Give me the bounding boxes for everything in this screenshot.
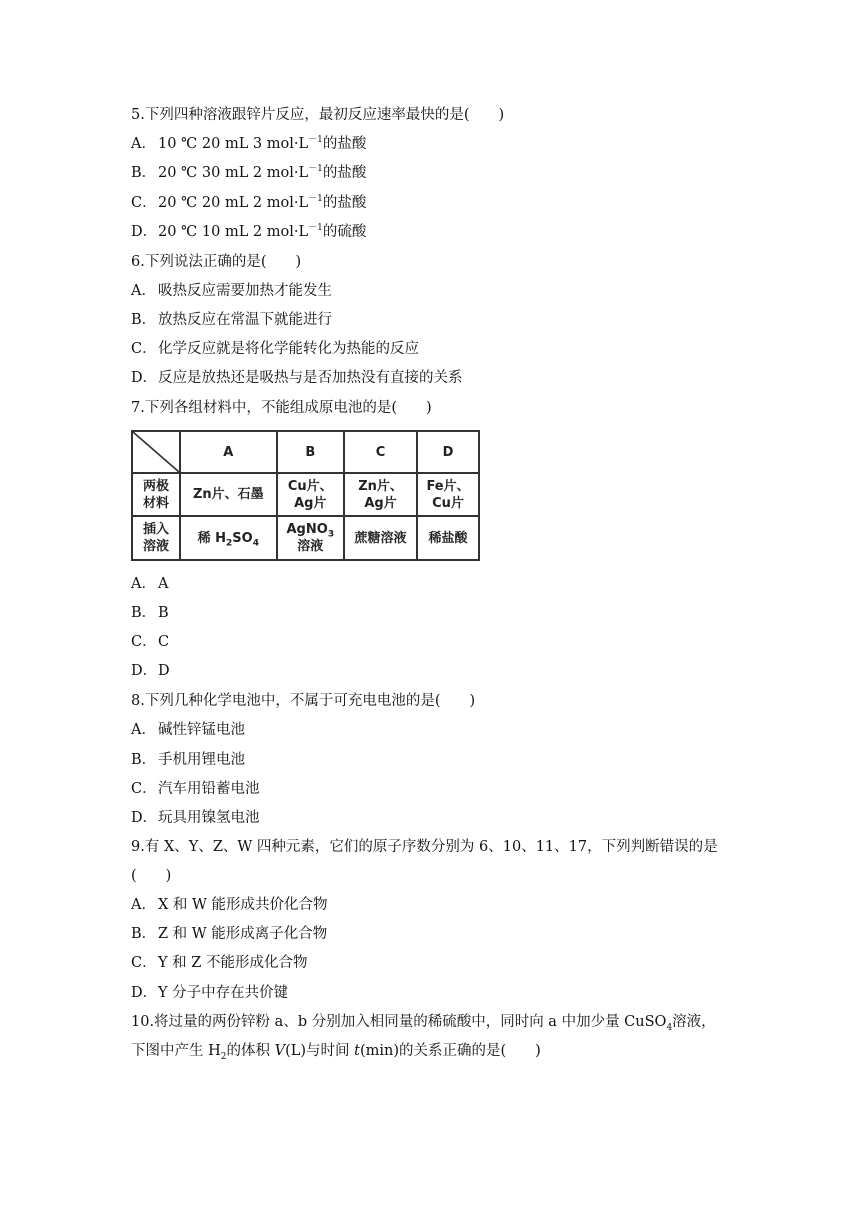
header-d: D xyxy=(417,431,479,473)
cell-solution-a: 稀 $H_2SO_4$ xyxy=(180,516,277,560)
question-7-option-a: A． A xyxy=(131,576,169,592)
question-9-option-d: D．Y 分子中存在共价键 xyxy=(131,985,289,1001)
question-8-stem: 8.下列几种化学电池中，不属于可充电电池的是( ) xyxy=(131,693,476,709)
cell-solution-d: 稀盐酸 xyxy=(417,516,479,560)
header-b: B xyxy=(277,431,344,473)
cell-electrodes-c: Zn片、 Ag片 xyxy=(344,473,417,516)
question-6-option-c: C．化学反应就是将化学能转化为热能的反应 xyxy=(131,341,419,357)
corner-cell xyxy=(132,431,180,473)
header-a: A xyxy=(180,431,277,473)
question-10-stem-line1: 10.将过量的两份锌粉 a、b 分别加入相同量的稀硫酸中，同时向 a 中加少量 CuSO$_4$溶液， xyxy=(131,1014,716,1033)
question-9-option-c: C．Y 和 Z 不能形成化合物 xyxy=(131,955,308,971)
table-header-row xyxy=(132,431,479,473)
cell-solution-c: 蔗糖溶液 xyxy=(344,516,417,560)
question-6-stem: 6.下列说法正确的是( ) xyxy=(131,254,302,270)
materials-table xyxy=(131,430,480,561)
question-7-option-d: D．D xyxy=(131,663,170,679)
question-9-stem-line1: 9.有 X、Y、Z、W 四种元素，它们的原子序数分别为 6、10、11、17，下列判断错误的是 xyxy=(131,839,718,855)
question-7-option-b: B． B xyxy=(131,605,169,621)
question-7-stem: 7.下列各组材料中，不能组成原电池的是( ) xyxy=(131,400,432,416)
question-5-option-a: A． 10 ℃ 20 mL 3 $mol\cdot L^{-1}$的盐酸 xyxy=(131,135,367,152)
question-8-option-a: A． 碱性锌锰电池 xyxy=(131,722,245,738)
cell-solution-b: AgNO$_3$ 溶液 xyxy=(277,516,344,560)
diagonal-line xyxy=(133,432,179,472)
header-c: C xyxy=(344,431,417,473)
question-9-option-a: A． X 和 W 能形成共价化合物 xyxy=(131,897,328,913)
question-6-option-a: A． 吸热反应需要加热才能发生 xyxy=(131,283,332,299)
question-5-option-c: C．20 ℃ 20 mL 2 $mol\cdot L^{-1}$的盐酸 xyxy=(131,194,367,211)
question-5-option-d: D．20 ℃ 10 mL 2 $mol\cdot L^{-1}$的硫酸 xyxy=(131,223,367,240)
question-7-option-c: C．C xyxy=(131,634,170,650)
row-label-electrodes: 两极 材料 xyxy=(132,473,180,516)
question-6-option-b: B． 放热反应在常温下就能进行 xyxy=(131,312,332,328)
question-9-option-b: B． Z 和 W 能形成离子化合物 xyxy=(131,926,328,942)
question-9-stem-line2: ( ) xyxy=(131,868,172,884)
table-row-electrodes xyxy=(132,473,479,516)
cell-electrodes-b: Cu片、 Ag片 xyxy=(277,473,344,516)
question-8-option-c: C．汽车用铅蓄电池 xyxy=(131,781,260,797)
question-5-stem: 5.下列四种溶液跟锌片反应，最初反应速率最快的是( ) xyxy=(131,107,505,123)
row-label-solutions: 插入 溶液 xyxy=(132,516,180,560)
question-5-option-b: B． 20 ℃ 30 mL 2 $mol\cdot L^{-1}$的盐酸 xyxy=(131,164,367,181)
question-8-option-b: B． 手机用锂电池 xyxy=(131,752,245,768)
cell-electrodes-a: Zn片、石墨 xyxy=(180,473,277,516)
question-8-option-d: D．玩具用镍氢电池 xyxy=(131,810,260,826)
cell-electrodes-d: Fe片、 Cu片 xyxy=(417,473,479,516)
question-6-option-d: D．反应是放热还是吸热与是否加热没有直接的关系 xyxy=(131,370,463,386)
question-10-stem-line2: 下图中产生 $H_2$的体积 V(L)与时间 t(min)的关系正确的是( ) xyxy=(131,1043,541,1062)
table-row-solutions xyxy=(132,516,479,560)
